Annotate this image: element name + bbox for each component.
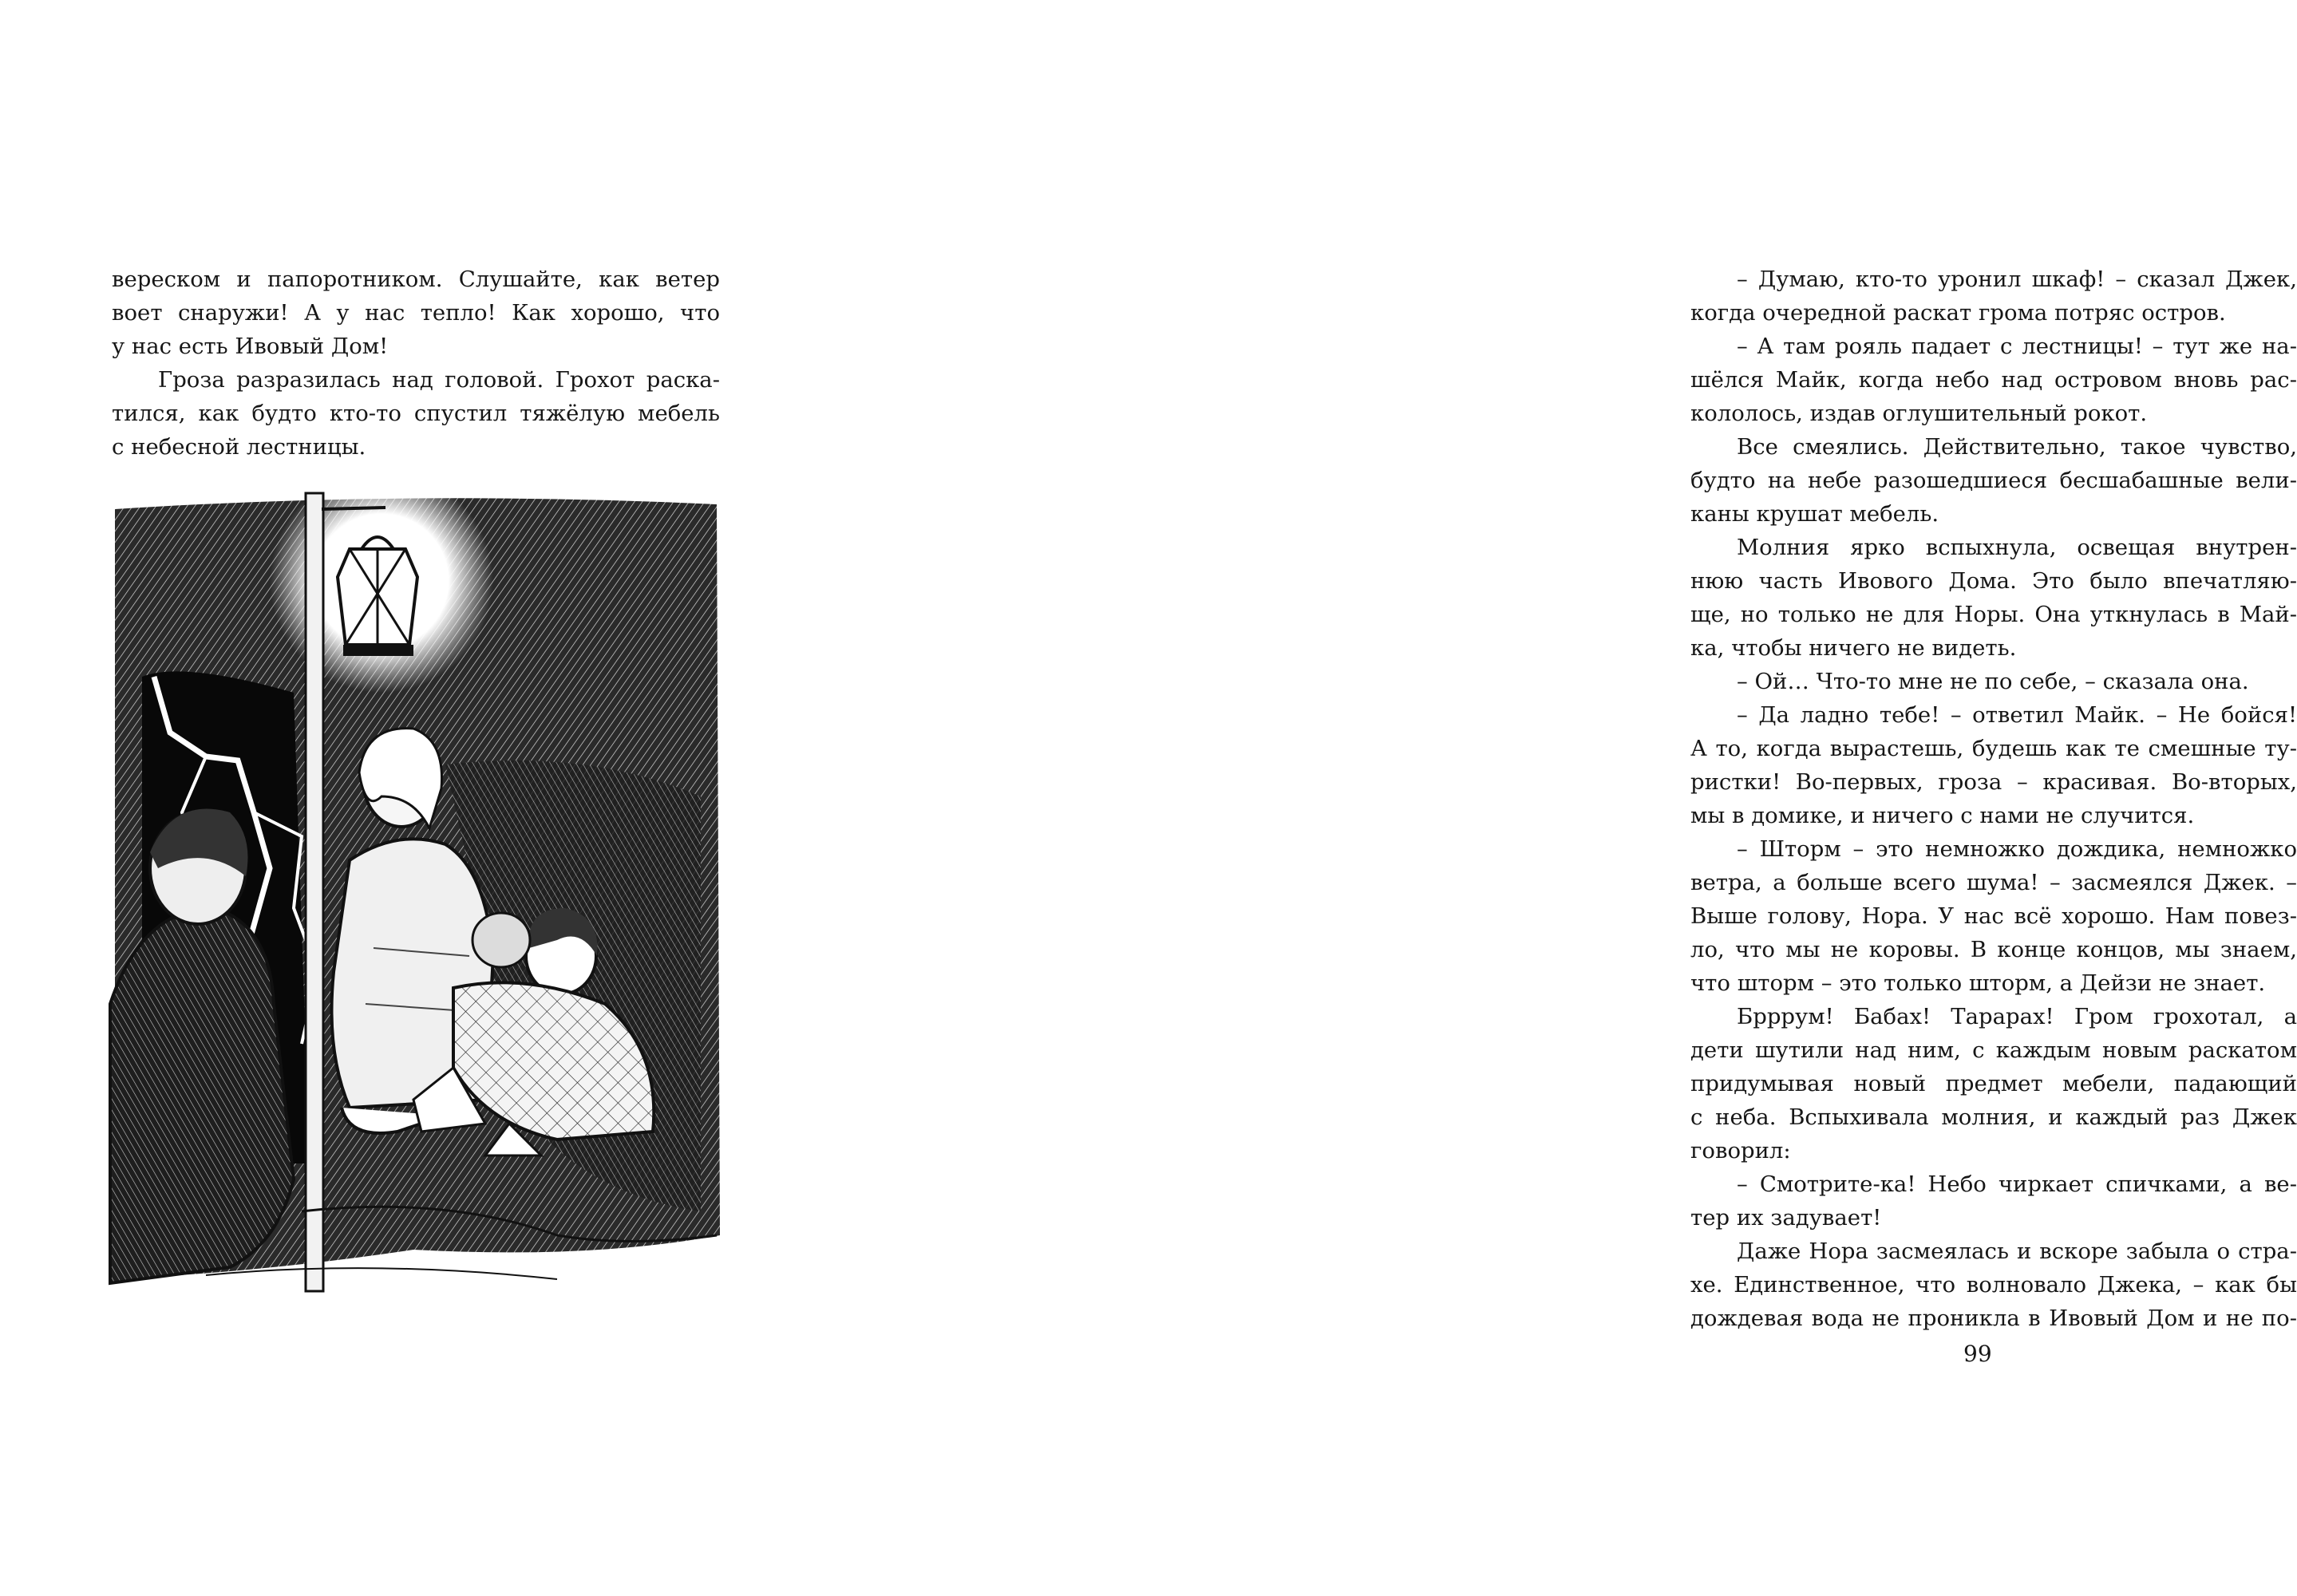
text-line: мы в домике, и ничего с нами не случится. [1690, 803, 2195, 828]
left-page [0, 0, 798, 1596]
text-line: воет снаружи! А у нас тепло! Как хорошо, что [112, 300, 720, 326]
wooden-pole [306, 493, 323, 1291]
text-line: говорил: [1690, 1138, 1791, 1163]
text-line: будто на небе разошедшиеся бесшабашные вели- [1690, 468, 2297, 493]
right-page [798, 0, 2297, 1596]
text-line: придумывая новый предмет мебели, падающий [1690, 1071, 2297, 1096]
text-line: нюю часть Ивового Дома. Это было впечатляю- [1690, 568, 2297, 594]
text-line: Брррум! Бабах! Тарарах! Гром грохотал, а [1737, 1004, 2297, 1029]
left-text-block [112, 263, 720, 464]
text-line: шёлся Майк, когда небо над островом вновь рас- [1690, 367, 2297, 393]
text-line: ристки! Во-первых, гроза – красивая. Во-вторых, [1690, 769, 2297, 795]
text-line: Все смеялись. Действительно, такое чувство, [1737, 434, 2297, 460]
text-line: тер их задувает! [1690, 1205, 1882, 1231]
text-line: дождевая вода не проникла в Ивовый Дом и не по- [1690, 1306, 2297, 1331]
text-line: – Думаю, кто-то уронил шкаф! – сказал Джек, [1737, 267, 2297, 292]
text-line: ще, но только не для Норы. Она уткнулась в Май- [1690, 602, 2297, 627]
text-line: Молния ярко вспыхнула, освещая внутрен- [1737, 535, 2297, 560]
text-line: с неба. Вспыхивала молния, и каждый раз Джек [1690, 1104, 2297, 1130]
text-line: с небесной лестницы. [112, 434, 366, 460]
text-line: ка, чтобы ничего не видеть. [1690, 635, 2017, 661]
right-text-block [1690, 263, 2297, 1335]
page-number: 99 [1963, 1341, 1992, 1367]
text-line: Даже Нора засмеялась и вскоре забыла о стра- [1737, 1238, 2297, 1264]
text-line: ветра, а больше всего шума! – засмеялся Джек. – [1690, 870, 2297, 895]
text-line: хе. Единственное, что волновало Джека, – как бы [1690, 1272, 2297, 1298]
text-line: дети шутили над ним, с каждым новым раскатом [1690, 1037, 2297, 1063]
floor-line [206, 1268, 557, 1279]
lantern-icon [338, 537, 417, 656]
text-line: тился, как будто кто-то спустил тяжёлую мебель [112, 401, 720, 426]
text-line: А то, когда вырастешь, будешь как те смешные ту- [1690, 736, 2297, 761]
text-line: что шторм – это только шторм, а Дейзи не знает. [1690, 970, 2266, 996]
text-line: у нас есть Ивовый Дом! [112, 334, 389, 359]
text-line: когда очередной раскат грома потряс остров. [1690, 300, 2226, 326]
text-line: Гроза разразилась над головой. Грохот раска- [158, 367, 720, 393]
lantern-hook [322, 508, 385, 509]
text-line: – Смотрите-ка! Небо чиркает спичками, а ве- [1737, 1171, 2297, 1197]
text-line: кололось, издав оглушительный рокот. [1690, 401, 2148, 426]
text-line: каны крушат мебель. [1690, 501, 1939, 527]
text-line: – Да ладно тебе! – ответил Майк. – Не бойся! [1737, 702, 2297, 728]
text-line: – Шторм – это немножко дождика, немножко [1737, 836, 2297, 862]
text-line: Выше голову, Нора. У нас всё хорошо. Нам повез- [1690, 903, 2297, 929]
text-line: – А там рояль падает с лестницы! – тут же на- [1737, 334, 2297, 359]
text-line: – Ой… Что-то мне не по себе, – сказала она. [1737, 669, 2249, 694]
storm-illustration [110, 493, 723, 1291]
illustration-drawing [110, 493, 723, 1291]
text-line: вереском и папоротником. Слушайте, как ветер [112, 267, 720, 292]
text-line: ло, что мы не коровы. В конце концов, мы знаем, [1690, 937, 2297, 962]
